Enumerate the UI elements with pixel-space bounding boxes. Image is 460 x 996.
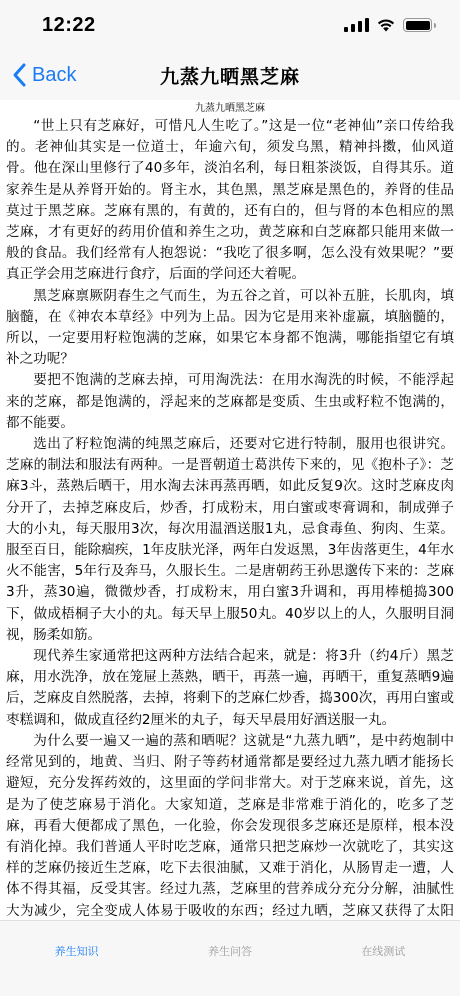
battery-level	[406, 21, 430, 30]
tab-label: 在线测试	[361, 945, 406, 958]
back-button-label: Back	[32, 63, 77, 86]
battery-cap	[434, 23, 437, 28]
back-button[interactable]	[12, 60, 76, 90]
article-paragraph: 要把不饱满的芝麻去掉，可用淘洗法：在用水淘洗的时候，不能浮起来的芝麻，都是饱满的，浮起来的芝麻都是变质、生虫或籽粒不饱满的，都不能要。	[6, 372, 454, 431]
article-paragraph: “世上只有芝麻好，可惜凡人生吃了。”这是一位“老神仙”亲口传给我的。老神仙其实是一位道士，年逾六旬，须发乌黑，精神抖擞，仙风道骨。他在深山里修行了40多年，淡泊名利，每日粗茶淡饭，自得其乐。道家养生是从养肾开始的。肾主水，其色黑，黑芝麻是黑色的，养肾的佳品莫过于黑芝麻。芝麻有黑的，有黄的，还有白的，但与肾的本色相应的黑芝麻，才有更好的药用价值和养生之功，黄芝麻和白芝麻都只能用来做一般的食品。我们经常有人抱怨说：“我吃了很多啊，怎么没有效果呢？”要真正学会用芝麻进行食疗，后面的学问还大着呢。	[6, 118, 454, 283]
tab-label: 养生知识	[54, 945, 99, 958]
navigation-bar	[0, 50, 460, 100]
article-paragraph: 黑芝麻禀厥阴春生之气而生，为五谷之首，可以补五脏，长肌肉，填脑髓，在《神农本草经》中列为上品。因为它是用来补虚羸，填脑髓的，所以，一定要用籽粒饱满的芝麻，如果它本身都不饱满，哪能指望它有填补之功呢？	[6, 287, 454, 368]
tab-health-knowledge[interactable]	[0, 943, 153, 959]
tab-label: 养生问答	[207, 945, 252, 958]
article-body	[6, 116, 454, 943]
article-paragraph: 选出了籽粒饱满的纯黑芝麻后，还要对它进行特制，服用也很讲究。芝麻的制法和服法有两种。一是晋朝道士葛洪传下来的，见《抱朴子》：芝麻3斗，蒸熟后晒干，用水淘去沫再蒸再晒，如此反复9次。这时芝麻皮肉分开了，去掉芝麻皮后，炒香，打成粉末，用白蜜或枣膏调和，制成弹子大的小丸，每天服用3次，每次用温酒送服1丸，忌食毒鱼、狗肉、生菜。服至百日，能除痼疾，1年皮肤光泽，两年白发返黑，3年齿落更生，4年水火不能害，5年行及奔马，久服长生。二是唐朝药王孙思邈传下来的：芝麻3升，蒸30遍，微微炒香，打成粉末，用白蜜3升调和，再用棒槌捣300下，做成梧桐子大小的丸。每天早上服50丸。40岁以上的人，久服明目洞视，肠柔如筋。	[6, 436, 454, 643]
cellular-signal-icon	[344, 18, 369, 32]
article-paragraph: 现代养生家通常把这两种方法结合起来，就是：将3升（约4斤）黑芝麻，用水洗净，放在笼屉上蒸熟，晒干，再蒸一遍，再晒干，重复蒸晒9遍后，芝麻皮自然脱落，去掉，将剩下的芝麻仁炒香，捣300次，再用白蜜或枣糕调和，做成直径约2厘米的丸子，每天早晨用好酒送服一丸。	[6, 648, 454, 728]
article-heading: 九蒸九晒黑芝麻	[195, 103, 265, 114]
status-icons	[344, 18, 432, 32]
tab-online-test[interactable]	[307, 943, 460, 959]
battery-icon	[403, 18, 432, 32]
chevron-left-icon	[12, 63, 26, 87]
tab-health-qa[interactable]	[153, 943, 306, 959]
status-time: 12:22	[42, 13, 96, 36]
page-title: 九蒸九晒黑芝麻	[159, 65, 300, 88]
article-paragraph: 为什么要一遍又一遍的蒸和晒呢？这就是“九蒸九晒”，是中药炮制中经常见到的，地黄、当归、附子等药材通常都是要经过九蒸九晒才能扬长避短，充分发挥药效的，这里面的学问非常大。对于芝麻来说，首先，这是为了使芝麻易于消化。大家知道，芝麻是非常难于消化的，吃多了芝麻，再看大便都成了黑色，一化验，你会发现很多芝麻还是原样，根本没有消化掉。我们普通人平时吃芝麻，通常只把芝麻炒一次就吃了，其实这样的芝麻仍接近生芝麻，吃下去很油腻，又难于消化，从肠胃走一遭，人体不得其福，反受其害。经过九蒸，芝麻里的营养成分充分分解，油腻性大为减少，完全变成人体易于吸收的东西；经过九晒，芝麻又获得了太阳	[6, 732, 454, 919]
wifi-icon	[377, 18, 395, 32]
tab-bar	[0, 920, 460, 996]
status-bar	[0, 0, 460, 50]
article-view[interactable]	[0, 100, 460, 920]
